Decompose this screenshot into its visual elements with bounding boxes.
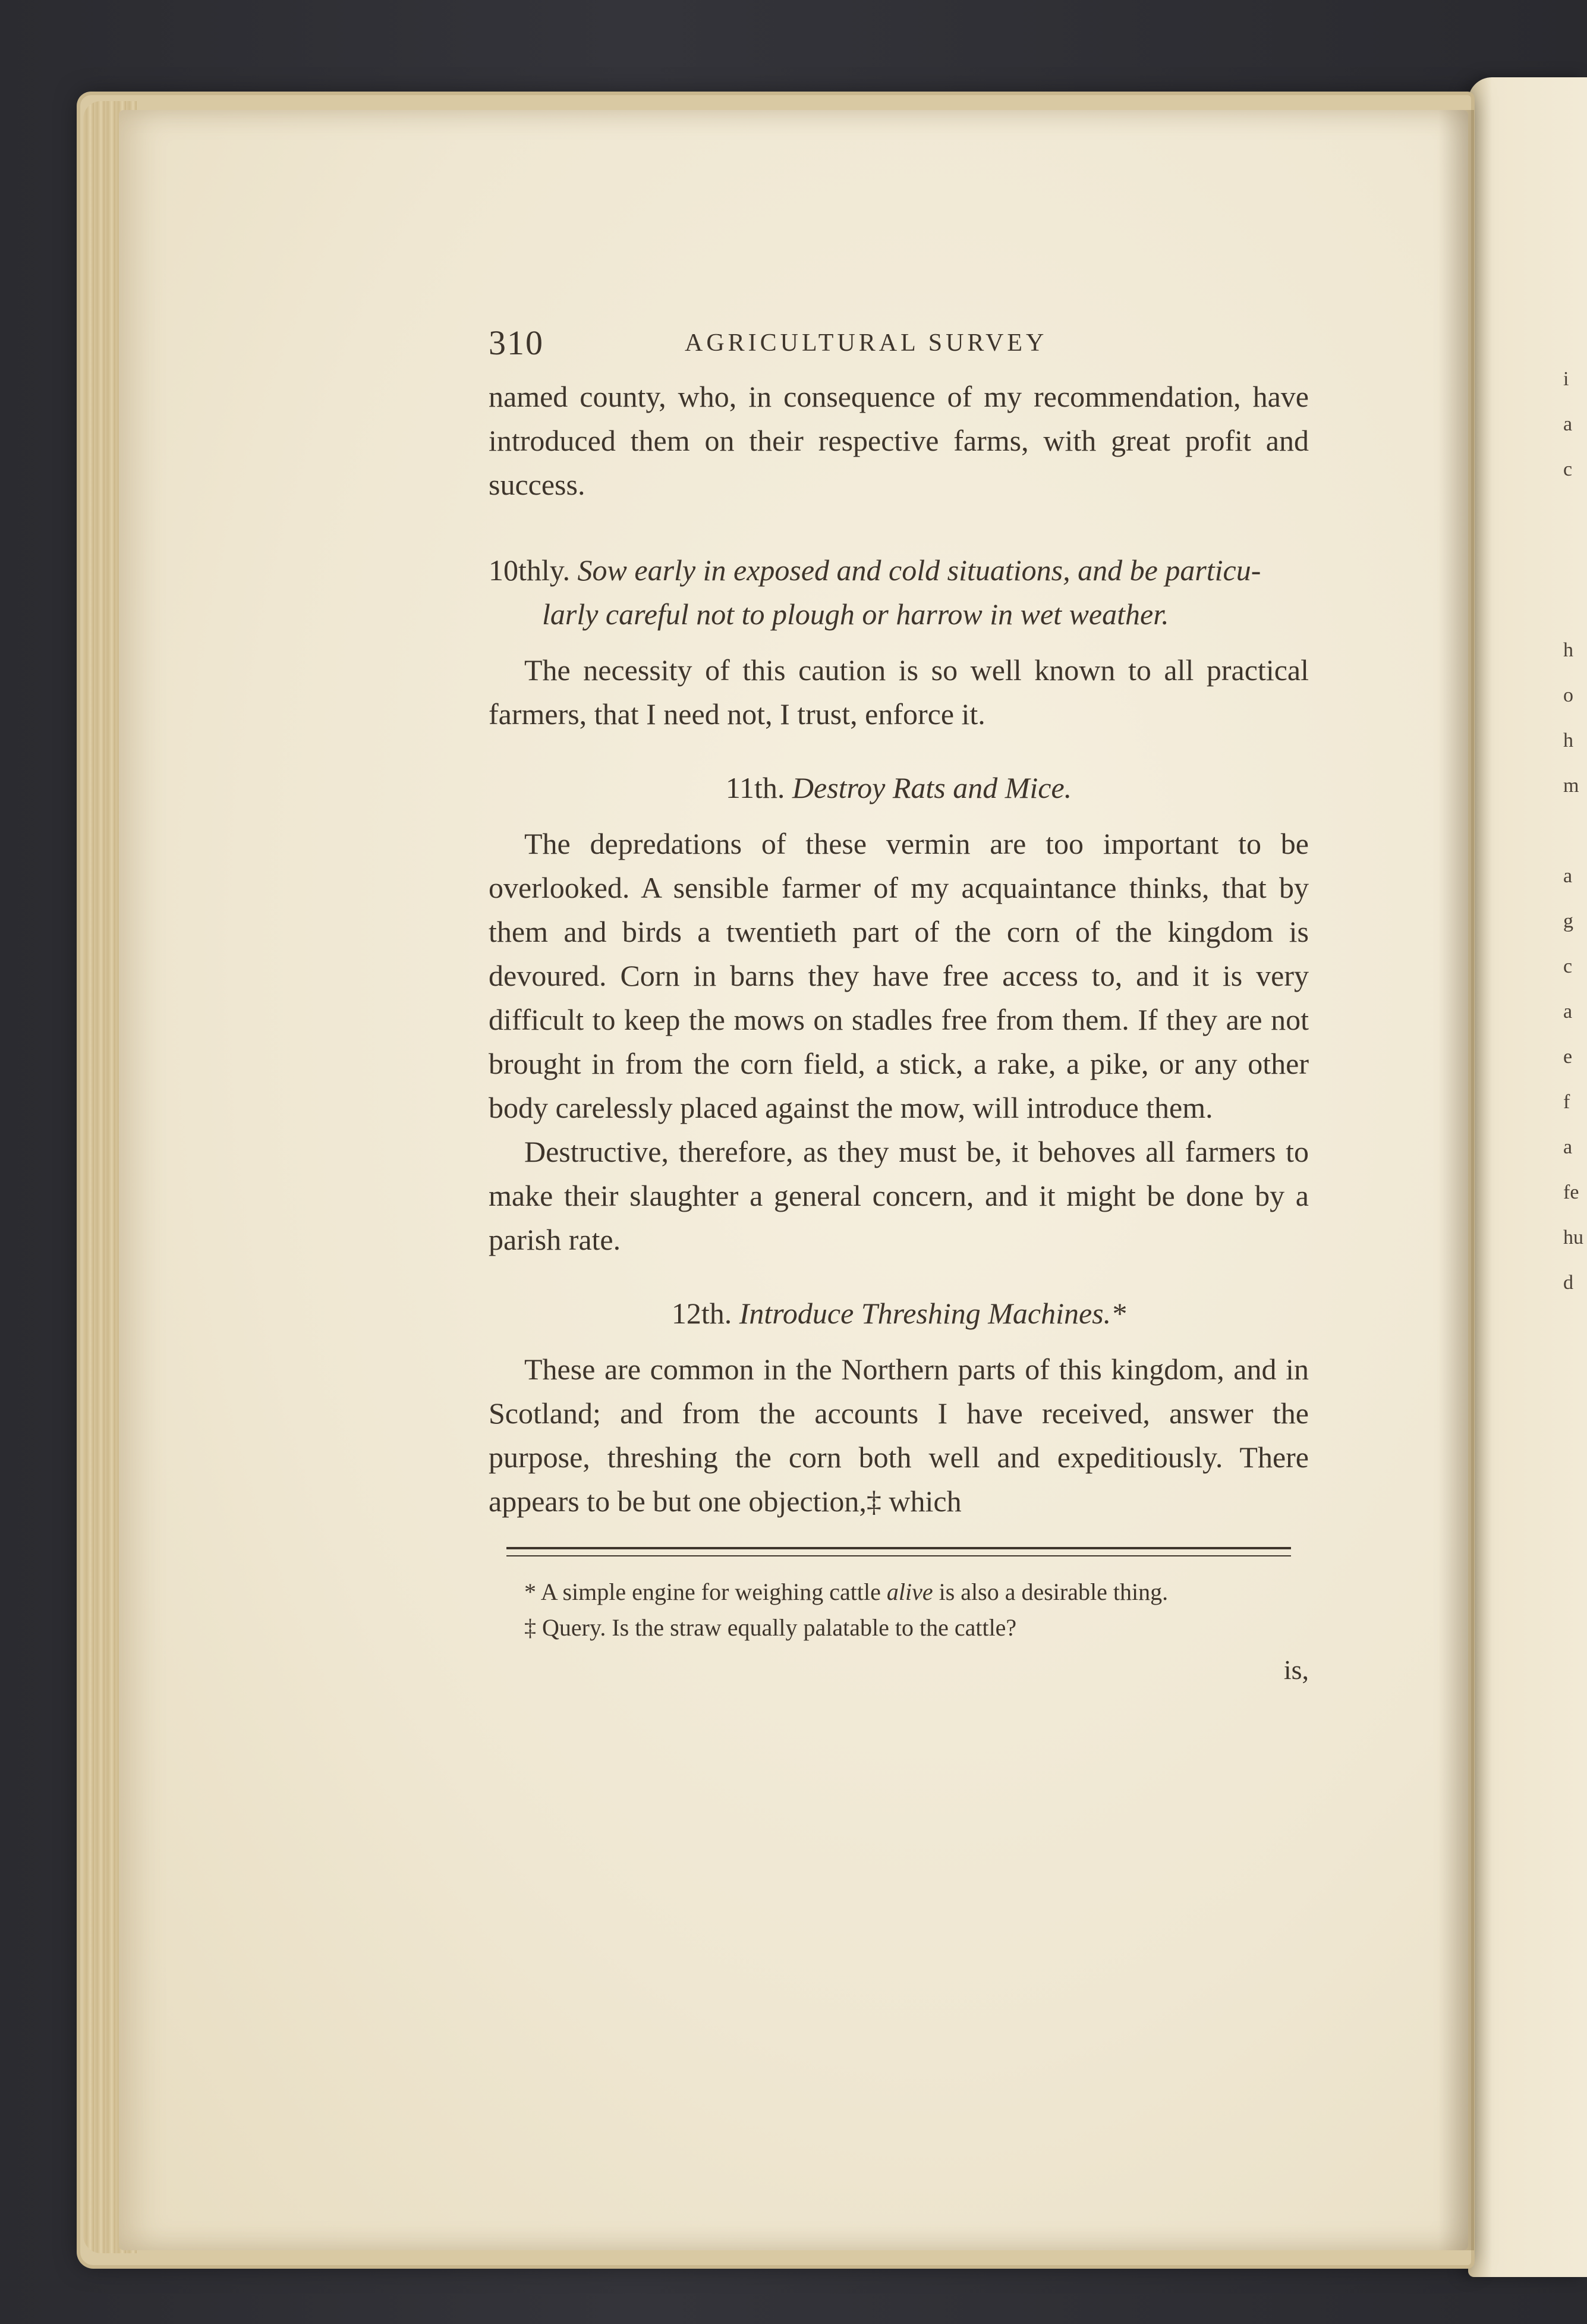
facing-page-margin-letter: fe xyxy=(1563,1181,1579,1203)
caution-paragraph: The necessity of this caution is so well known to all practical farmers, that I need not, I trust, enforce it. xyxy=(489,653,1309,731)
facing-page-margin-letter xyxy=(1563,537,1581,583)
facing-page-margin-letter: f xyxy=(1563,1091,1570,1113)
rats-paragraph-1: The depredations of these vermin are too important to be overlooked. A sensible farmer of my acquaintance thinks, that by them and birds a twentieth part of the corn of the kingdom is devoured. Corn in barns they have free access to, and it is very difficult to keep the mows on stadles free from them. If they are not brought in from the corn field, a stick, a rake, a pike, or any other body carelessly placed against the mow, will introduce them. xyxy=(489,827,1309,1124)
facing-page-margin-letter: i xyxy=(1563,368,1569,390)
footnote-rule xyxy=(506,1547,1291,1556)
facing-page-margin-letter: d xyxy=(1563,1272,1573,1294)
facing-page-margin-letter: a xyxy=(1563,1136,1573,1158)
facing-page-margin-letter: c xyxy=(1563,458,1573,480)
machines-paragraph: These are common in the Northern parts of this kingdom, and in Scotland; and from the accounts I have received, answer the purpose, threshing the corn both well and expeditiously. There appears to be but one objection,‡ which xyxy=(489,1353,1309,1518)
catchword: is, xyxy=(1283,1655,1309,1685)
facing-page-margin-letter xyxy=(1563,809,1581,854)
gutter-shadow xyxy=(1438,110,1474,2250)
footnote-star xyxy=(524,1574,1309,1610)
footnote-star-text: * A simple engine for weighing cattle xyxy=(524,1578,887,1605)
facing-page-margin-letter xyxy=(1563,492,1581,537)
facing-page-margin-letter: g xyxy=(1563,910,1573,932)
facing-page-margin-letter: e xyxy=(1563,1046,1573,1068)
rule-eleventh-number: 11th. xyxy=(725,771,785,804)
rule-twelfth-number: 12th. xyxy=(671,1297,732,1330)
facing-page-margin-letter: hu xyxy=(1563,1227,1583,1249)
facing-page-margin-letter: a xyxy=(1563,413,1573,435)
facing-page-margin-letter: h xyxy=(1563,729,1573,751)
footnote-star-suffix: is also a desirable thing. xyxy=(933,1578,1169,1605)
rule-tenth xyxy=(489,548,1309,636)
facing-page-margin-letter: m xyxy=(1563,775,1579,797)
rule-tenth-line2: larly careful not to plough or harrow in wet weather. xyxy=(542,597,1169,631)
page-number: 310 xyxy=(489,323,544,362)
rule-tenth-line1: Sow early in exposed and cold situations, and be particu- xyxy=(577,554,1261,587)
footnote-star-italic: alive xyxy=(886,1578,933,1605)
rule-tenth-number: 10thly. xyxy=(489,554,571,587)
rats-paragraph-2: Destructive, therefore, as they must be, it behoves all farmers to make their slaughter a general concern, and it might be done by a parish rate. xyxy=(489,1135,1309,1256)
facing-page-margin-text xyxy=(1563,357,1581,1306)
facing-page-margin-letter: a xyxy=(1563,865,1573,887)
facing-page-margin-letter: c xyxy=(1563,955,1573,977)
facing-page-margin-letter: h xyxy=(1563,639,1573,661)
running-head-title: AGRICULTURAL SURVEY xyxy=(685,329,1048,357)
facing-page-margin-letter xyxy=(1563,583,1581,628)
facing-page-margin-letter: a xyxy=(1563,1001,1573,1023)
rule-eleventh xyxy=(489,766,1309,810)
footnote-dagger: ‡ Query. Is the straw equally palatable to the cattle? xyxy=(524,1614,1017,1641)
page-text xyxy=(489,309,1309,1692)
running-head xyxy=(489,309,1309,363)
opening-paragraph: named county, who, in consequence of my recommendation, have introduced them on their respective farms, with great profit and success. xyxy=(489,380,1309,501)
footnotes xyxy=(489,1574,1309,1646)
rule-twelfth xyxy=(489,1291,1309,1335)
rule-eleventh-title: Destroy Rats and Mice. xyxy=(792,771,1072,804)
rule-twelfth-title: Introduce Threshing Machines.* xyxy=(739,1297,1126,1330)
facing-page-margin-letter: o xyxy=(1563,684,1573,706)
